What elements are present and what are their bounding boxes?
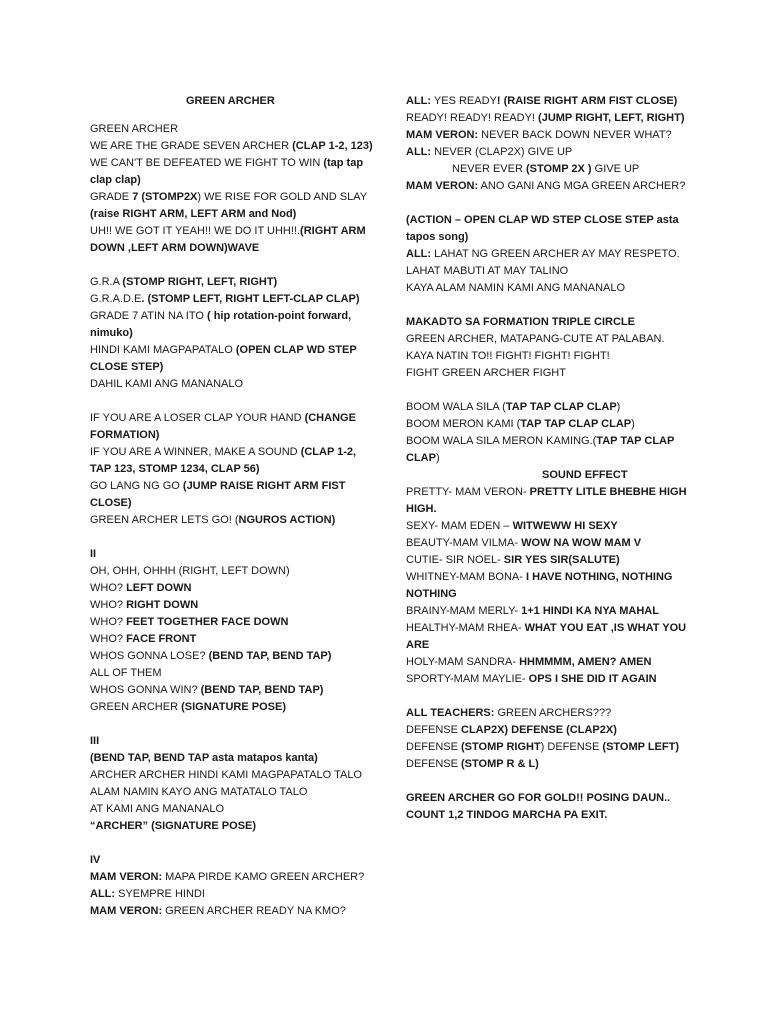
lyric-text: NEVER (CLAP2X) GIVE UP xyxy=(431,146,573,158)
action-text: I HAVE NOTHING, NOTHING NOTHING xyxy=(406,571,673,600)
action-text: (raise RIGHT ARM, LEFT ARM and Nod) xyxy=(90,208,297,220)
action-text: TAP TAP CLAP CLAP xyxy=(505,401,617,413)
action-text: WITWEWW HI SEXY xyxy=(512,520,618,532)
action-text: (CLAP 1-2, TAP 123, STOMP 1234, CLAP 56) xyxy=(90,446,357,475)
lyric-text: ANO GANI ANG MGA GREEN ARCHER? xyxy=(478,180,686,192)
speaker-label: ALL: xyxy=(406,146,432,158)
lyric-text: WHO? xyxy=(90,599,127,611)
lyric-text: WE CAN'T BE DEFEATED WE FIGHT TO WIN xyxy=(90,157,324,169)
lyric-text: GREEN ARCHERS??? xyxy=(494,707,612,719)
action-text: (SIGNATURE POSE) xyxy=(181,701,286,713)
action-text: (JUMP RIGHT, LEFT, RIGHT) xyxy=(538,112,685,124)
lyric-text: UH!! WE GOT IT YEAH!! WE DO IT UHH!!. xyxy=(90,225,301,237)
speaker-label: ALL: xyxy=(406,248,432,260)
lyric-line: ALAM NAMIN KAYO ANG MATATALO TALO xyxy=(90,786,308,798)
action-text: (CHANGE FORMATION) xyxy=(90,412,356,441)
section-action: “ARCHER” (SIGNATURE POSE) xyxy=(90,820,257,832)
lyric-text: ) xyxy=(616,401,621,413)
lyric-line: GREEN ARCHER xyxy=(90,123,179,135)
section-ii xyxy=(90,546,380,716)
action-text: (STOMP RIGHT xyxy=(461,741,541,753)
section-action: (BEND TAP, BEND TAP asta matapos kanta) xyxy=(90,752,318,764)
action-text: . (STOMP LEFT, RIGHT LEFT-CLAP CLAP) xyxy=(141,293,360,305)
action-text: 1+1 HINDI KA NYA MAHAL xyxy=(521,605,659,617)
action-text: (tap tap clap clap) xyxy=(90,157,364,186)
lyric-text: SPORTY-MAM MAYLIE- xyxy=(406,673,529,685)
verse-respect xyxy=(406,212,696,297)
action-text: HHMMMM, AMEN? AMEN xyxy=(519,656,652,668)
finale-line: GREEN ARCHER GO FOR GOLD!! POSING DAUN.. xyxy=(406,792,671,804)
lyric-text: ) xyxy=(435,452,440,464)
action-text: (STOMP R & L) xyxy=(461,758,539,770)
lyric-text: MAPA PIRDE KAMO GREEN ARCHER? xyxy=(162,871,365,883)
lyric-text: GREEN ARCHER xyxy=(90,701,182,713)
action-text: (OPEN CLAP WD STEP CLOSE STEP) xyxy=(90,344,357,373)
lyric-text: WHO? xyxy=(90,582,127,594)
lyric-text: BEAUTY-MAM VILMA- xyxy=(406,537,522,549)
action-text: 7 (STOMP2X xyxy=(132,191,198,203)
lyric-text: PRETTY- MAM VERON- xyxy=(406,486,530,498)
finale-line: COUNT 1,2 TINDOG MARCHA PA EXIT. xyxy=(406,809,608,821)
lyric-text: HINDI KAMI MAGPAPATALO xyxy=(90,344,236,356)
right-column xyxy=(406,93,696,824)
speaker-label: MAM VERON: xyxy=(406,180,479,192)
lyric-line: ARCHER ARCHER HINDI KAMI MAGPAPATALO TALO xyxy=(90,769,362,781)
action-text: RIGHT DOWN xyxy=(126,599,199,611)
lyric-text: NEVER EVER xyxy=(452,163,526,175)
action-text: TAP TAP CLAP CLAP xyxy=(406,435,675,464)
lyric-text: BRAINY-MAM MERLY- xyxy=(406,605,522,617)
section-heading: II xyxy=(90,548,97,560)
verse-boom xyxy=(406,399,696,467)
lyric-text: ) WE RISE FOR GOLD AND SLAY xyxy=(197,191,367,203)
action-text: FEET TOGETHER FACE DOWN xyxy=(126,616,289,628)
lyric-text: BOOM WALA SILA ( xyxy=(406,401,506,413)
lyric-text: NEVER BACK DOWN NEVER WHAT? xyxy=(478,129,672,141)
action-text: SIR YES SIR(SALUTE) xyxy=(503,554,620,566)
lyric-text: G.R.A.D.E xyxy=(90,293,142,305)
lyric-text: WHOS GONNA LOSE? xyxy=(90,650,209,662)
lyric-text: LAHAT NG GREEN ARCHER AY MAY RESPETO. xyxy=(431,248,680,260)
section-iii xyxy=(90,733,380,835)
lyric-text: YES READY xyxy=(431,95,497,107)
action-text: (JUMP RAISE RIGHT ARM FIST CLOSE) xyxy=(90,480,346,509)
section-heading: IV xyxy=(90,854,101,866)
speaker-label: MAM VERON: xyxy=(90,905,163,917)
action-text: PRETTY LITLE BHEBHE HIGH HIGH. xyxy=(406,486,687,515)
lyric-text: GREEN ARCHER READY NA KMO? xyxy=(162,905,346,917)
action-text: (RIGHT ARM DOWN ,LEFT ARM DOWN)WAVE xyxy=(90,225,366,254)
action-text: LEFT DOWN xyxy=(126,582,192,594)
lyric-text: READY! READY! READY! xyxy=(406,112,539,124)
action-text: TAP TAP CLAP CLAP xyxy=(520,418,632,430)
lyric-text: SEXY- MAM EDEN – xyxy=(406,520,513,532)
speaker-label: ALL: xyxy=(90,888,116,900)
lyric-text: IF YOU ARE A LOSER CLAP YOUR HAND xyxy=(90,412,305,424)
lyric-text: BOOM WALA SILA MERON KAMING.( xyxy=(406,435,597,447)
document-title: GREEN ARCHER xyxy=(186,95,275,107)
lyric-text: HEALTHY-MAM RHEA- xyxy=(406,622,525,634)
lyric-line: LAHAT MABUTI AT MAY TALINO xyxy=(406,265,569,277)
action-text: (STOMP LEFT) xyxy=(602,741,679,753)
lyric-text: DEFENSE xyxy=(406,758,462,770)
lyric-text: WHITNEY-MAM BONA- xyxy=(406,571,526,583)
action-text: OPS I SHE DID IT AGAIN xyxy=(528,673,657,685)
speaker-label: MAM VERON: xyxy=(406,129,479,141)
verse-1 xyxy=(90,121,380,257)
action-text: (BEND TAP, BEND TAP) xyxy=(200,684,324,696)
lyric-line: ALL OF THEM xyxy=(90,667,162,679)
verse-formation xyxy=(406,314,696,382)
speaker-label: ALL: xyxy=(406,95,432,107)
section-heading: SOUND EFFECT xyxy=(542,469,628,481)
lyric-text: IF YOU ARE A WINNER, MAKE A SOUND xyxy=(90,446,301,458)
action-text: (CLAP 1-2, 123) xyxy=(292,140,373,152)
verse-defense xyxy=(406,705,696,773)
lyric-text: G.R.A xyxy=(90,276,123,288)
lyric-text: SYEMPRE HINDI xyxy=(115,888,205,900)
lyric-text: BOOM MERON KAMI ( xyxy=(406,418,521,430)
action-text: (BEND TAP, BEND TAP) xyxy=(208,650,332,662)
sound-effect-section xyxy=(406,467,696,688)
lyric-text: GIVE UP xyxy=(591,163,640,175)
verse-call-response xyxy=(406,93,696,195)
lyric-text: DEFENSE xyxy=(406,724,462,736)
lyric-line: FIGHT GREEN ARCHER FIGHT xyxy=(406,367,566,379)
speaker-label: ALL TEACHERS: xyxy=(406,707,495,719)
lyric-text: WHOS GONNA WIN? xyxy=(90,684,201,696)
lyric-text: GRADE xyxy=(90,191,133,203)
action-text: NGUROS ACTION) xyxy=(238,514,336,526)
action-text: ! (RAISE RIGHT ARM FIST CLOSE) xyxy=(496,95,678,107)
verse-2 xyxy=(90,274,380,393)
left-column xyxy=(90,93,380,920)
lyric-text: ) xyxy=(631,418,635,430)
lyric-text: WHO? xyxy=(90,616,127,628)
action-text: WHAT YOU EAT ,IS WHAT YOU ARE xyxy=(406,622,687,651)
lyric-text: GREEN ARCHER LETS GO! ( xyxy=(90,514,239,526)
lyric-line: KAYA NATIN TO!! FIGHT! FIGHT! FIGHT! xyxy=(406,350,610,362)
action-text: ( hip rotation-point forward, nimuko) xyxy=(90,310,352,339)
lyric-line: AT KAMI ANG MANANALO xyxy=(90,803,225,815)
lyric-text: DEFENSE xyxy=(406,741,462,753)
lyric-text: HOLY-MAM SANDRA- xyxy=(406,656,520,668)
action-text: (STOMP RIGHT, LEFT, RIGHT) xyxy=(122,276,278,288)
lyric-text: WHO? xyxy=(90,633,127,645)
lyric-line: KAYA ALAM NAMIN KAMI ANG MANANALO xyxy=(406,282,626,294)
verse-3 xyxy=(90,410,380,529)
action-text: WOW NA WOW MAM V xyxy=(521,537,642,549)
lyric-text: CUTIE- SIR NOEL- xyxy=(406,554,504,566)
verse-finale xyxy=(406,790,696,824)
section-action: (ACTION – OPEN CLAP WD STEP CLOSE STEP asta tapos song) xyxy=(406,214,679,243)
section-heading: MAKADTO SA FORMATION TRIPLE CIRCLE xyxy=(406,316,635,328)
lyric-line: OH, OHH, OHHH (RIGHT, LEFT DOWN) xyxy=(90,565,290,577)
lyric-text: GO LANG NG GO xyxy=(90,480,183,492)
section-heading: III xyxy=(90,735,100,747)
speaker-label: MAM VERON: xyxy=(90,871,163,883)
lyric-line: DAHIL KAMI ANG MANANALO xyxy=(90,378,244,390)
lyric-text: WE ARE THE GRADE SEVEN ARCHER xyxy=(90,140,293,152)
action-text: CLAP2X) DEFENSE (CLAP2X) xyxy=(461,724,617,736)
section-iv xyxy=(90,852,380,920)
lyric-text: GRADE 7 ATIN NA ITO xyxy=(90,310,207,322)
action-text: (STOMP 2X ) xyxy=(525,163,592,175)
action-text: FACE FRONT xyxy=(126,633,197,645)
lyric-line: GREEN ARCHER, MATAPANG-CUTE AT PALABAN. xyxy=(406,333,665,345)
lyric-text: ) DEFENSE xyxy=(540,741,603,753)
